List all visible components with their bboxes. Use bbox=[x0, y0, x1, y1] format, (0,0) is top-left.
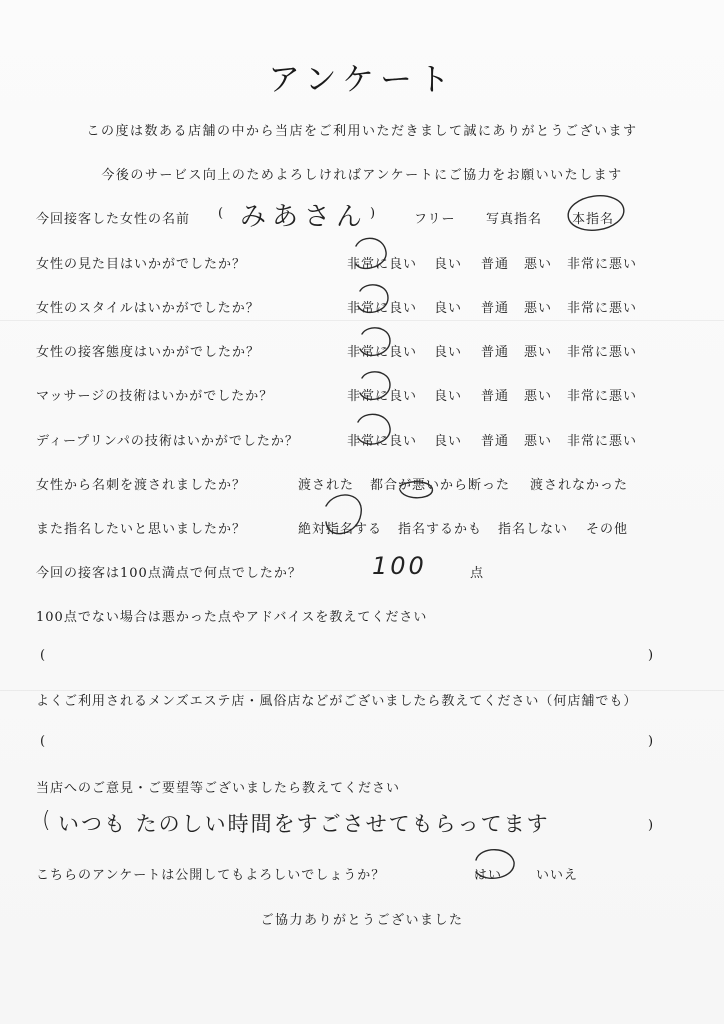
rating-5-good[interactable]: 良い bbox=[434, 434, 463, 449]
option-publish-no[interactable]: いいえ bbox=[536, 868, 579, 883]
other-shops-close-paren: ) bbox=[648, 734, 654, 749]
rating-2-average[interactable]: 普通 bbox=[481, 301, 510, 316]
opinion-open-paren: ( bbox=[42, 808, 51, 833]
question-opinion: 当店へのご意見・ご要望等ございましたら教えてください bbox=[36, 781, 401, 796]
advice-close-paren: ) bbox=[648, 648, 654, 663]
opinion-close-paren: ) bbox=[648, 818, 654, 833]
name-close-paren: ) bbox=[370, 206, 376, 221]
rating-3-very-bad[interactable]: 非常に悪い bbox=[567, 345, 638, 360]
rating-5-very-bad[interactable]: 非常に悪い bbox=[567, 434, 638, 449]
intro-line-2: 今後のサービス向上のためよろしければアンケートにご協力をお願いいたします bbox=[101, 168, 623, 183]
option-definitely[interactable]: 絶対指名する bbox=[298, 522, 383, 537]
rating-2-bad[interactable]: 悪い bbox=[524, 301, 553, 316]
rating-1-bad[interactable]: 悪い bbox=[524, 257, 553, 272]
question-name: 今回接客した女性の名前 bbox=[36, 212, 191, 227]
option-card-declined[interactable]: 都合が悪いから断った bbox=[370, 478, 511, 493]
option-photo-nomination[interactable]: 写真指名 bbox=[486, 212, 543, 227]
name-open-paren: ( bbox=[218, 206, 224, 221]
option-maybe[interactable]: 指名するかも bbox=[398, 522, 483, 537]
rating-4-average[interactable]: 普通 bbox=[481, 389, 510, 404]
handwritten-opinion[interactable]: いつも たのしい時間をすごさせてもらってます bbox=[58, 812, 550, 836]
handwritten-name[interactable]: みあさん bbox=[240, 202, 369, 232]
rating-1-very-good[interactable]: 非常に良い bbox=[347, 257, 418, 272]
advice-open-paren: ( bbox=[40, 648, 46, 663]
score-unit: 点 bbox=[470, 566, 485, 581]
question-nominate-again: また指名したいと思いましたか？ bbox=[36, 522, 247, 537]
option-main-nomination[interactable]: 本指名 bbox=[572, 212, 615, 227]
handwritten-score[interactable]: 100 bbox=[372, 552, 427, 580]
rating-1-average[interactable]: 普通 bbox=[481, 257, 510, 272]
option-publish-yes[interactable]: はい bbox=[474, 868, 503, 883]
paper-crease bbox=[0, 320, 724, 321]
rating-5-average[interactable]: 普通 bbox=[481, 434, 510, 449]
rating-4-good[interactable]: 良い bbox=[434, 389, 463, 404]
rating-2-very-good[interactable]: 非常に良い bbox=[347, 301, 418, 316]
question-other-shops: よくご利用されるメンズエステ店・風俗店などがございましたら教えてください（何店舗でも） bbox=[36, 694, 638, 709]
question-business-card: 女性から名刺を渡されましたか？ bbox=[36, 478, 247, 493]
option-card-not-given[interactable]: 渡されなかった bbox=[530, 478, 629, 493]
question-advice: 100点でない場合は悪かった点やアドバイスを教えてください bbox=[36, 610, 428, 625]
other-shops-open-paren: ( bbox=[40, 734, 46, 749]
rating-3-average[interactable]: 普通 bbox=[481, 345, 510, 360]
option-other[interactable]: その他 bbox=[586, 522, 629, 537]
rating-5-bad[interactable]: 悪い bbox=[524, 434, 553, 449]
rating-3-very-good[interactable]: 非常に良い bbox=[347, 345, 418, 360]
closing-text: ご協力ありがとうございました bbox=[260, 913, 464, 928]
option-free[interactable]: フリー bbox=[414, 212, 456, 227]
question-appearance: 女性の見た目はいかがでしたか？ bbox=[36, 257, 247, 272]
question-publish: こちらのアンケートは公開してもよろしいでしょうか？ bbox=[36, 868, 386, 883]
rating-4-very-bad[interactable]: 非常に悪い bbox=[567, 389, 638, 404]
question-score: 今回の接客は100点満点で何点でしたか？ bbox=[36, 566, 302, 581]
rating-2-very-bad[interactable]: 非常に悪い bbox=[567, 301, 638, 316]
question-style: 女性のスタイルはいかがでしたか？ bbox=[36, 301, 260, 316]
option-no[interactable]: 指名しない bbox=[498, 522, 569, 537]
question-attitude: 女性の接客態度はいかがでしたか？ bbox=[36, 345, 261, 360]
rating-1-very-bad[interactable]: 非常に悪い bbox=[567, 257, 638, 272]
page-title: アンケート bbox=[267, 60, 457, 98]
question-deep-lymph: ディープリンパの技術はいかがでしたか？ bbox=[36, 434, 299, 449]
rating-5-very-good[interactable]: 非常に良い bbox=[347, 434, 418, 449]
rating-4-very-good[interactable]: 非常に良い bbox=[347, 389, 418, 404]
intro-line-1: この度は数ある店舗の中から当店をご利用いただきまして誠にありがとうございます bbox=[86, 124, 638, 139]
question-massage: マッサージの技術はいかがでしたか？ bbox=[36, 389, 274, 404]
rating-1-good[interactable]: 良い bbox=[434, 257, 463, 272]
rating-2-good[interactable]: 良い bbox=[434, 301, 463, 316]
rating-3-bad[interactable]: 悪い bbox=[524, 345, 553, 360]
rating-3-good[interactable]: 良い bbox=[434, 345, 463, 360]
option-card-given[interactable]: 渡された bbox=[298, 478, 355, 493]
rating-4-bad[interactable]: 悪い bbox=[524, 389, 553, 404]
